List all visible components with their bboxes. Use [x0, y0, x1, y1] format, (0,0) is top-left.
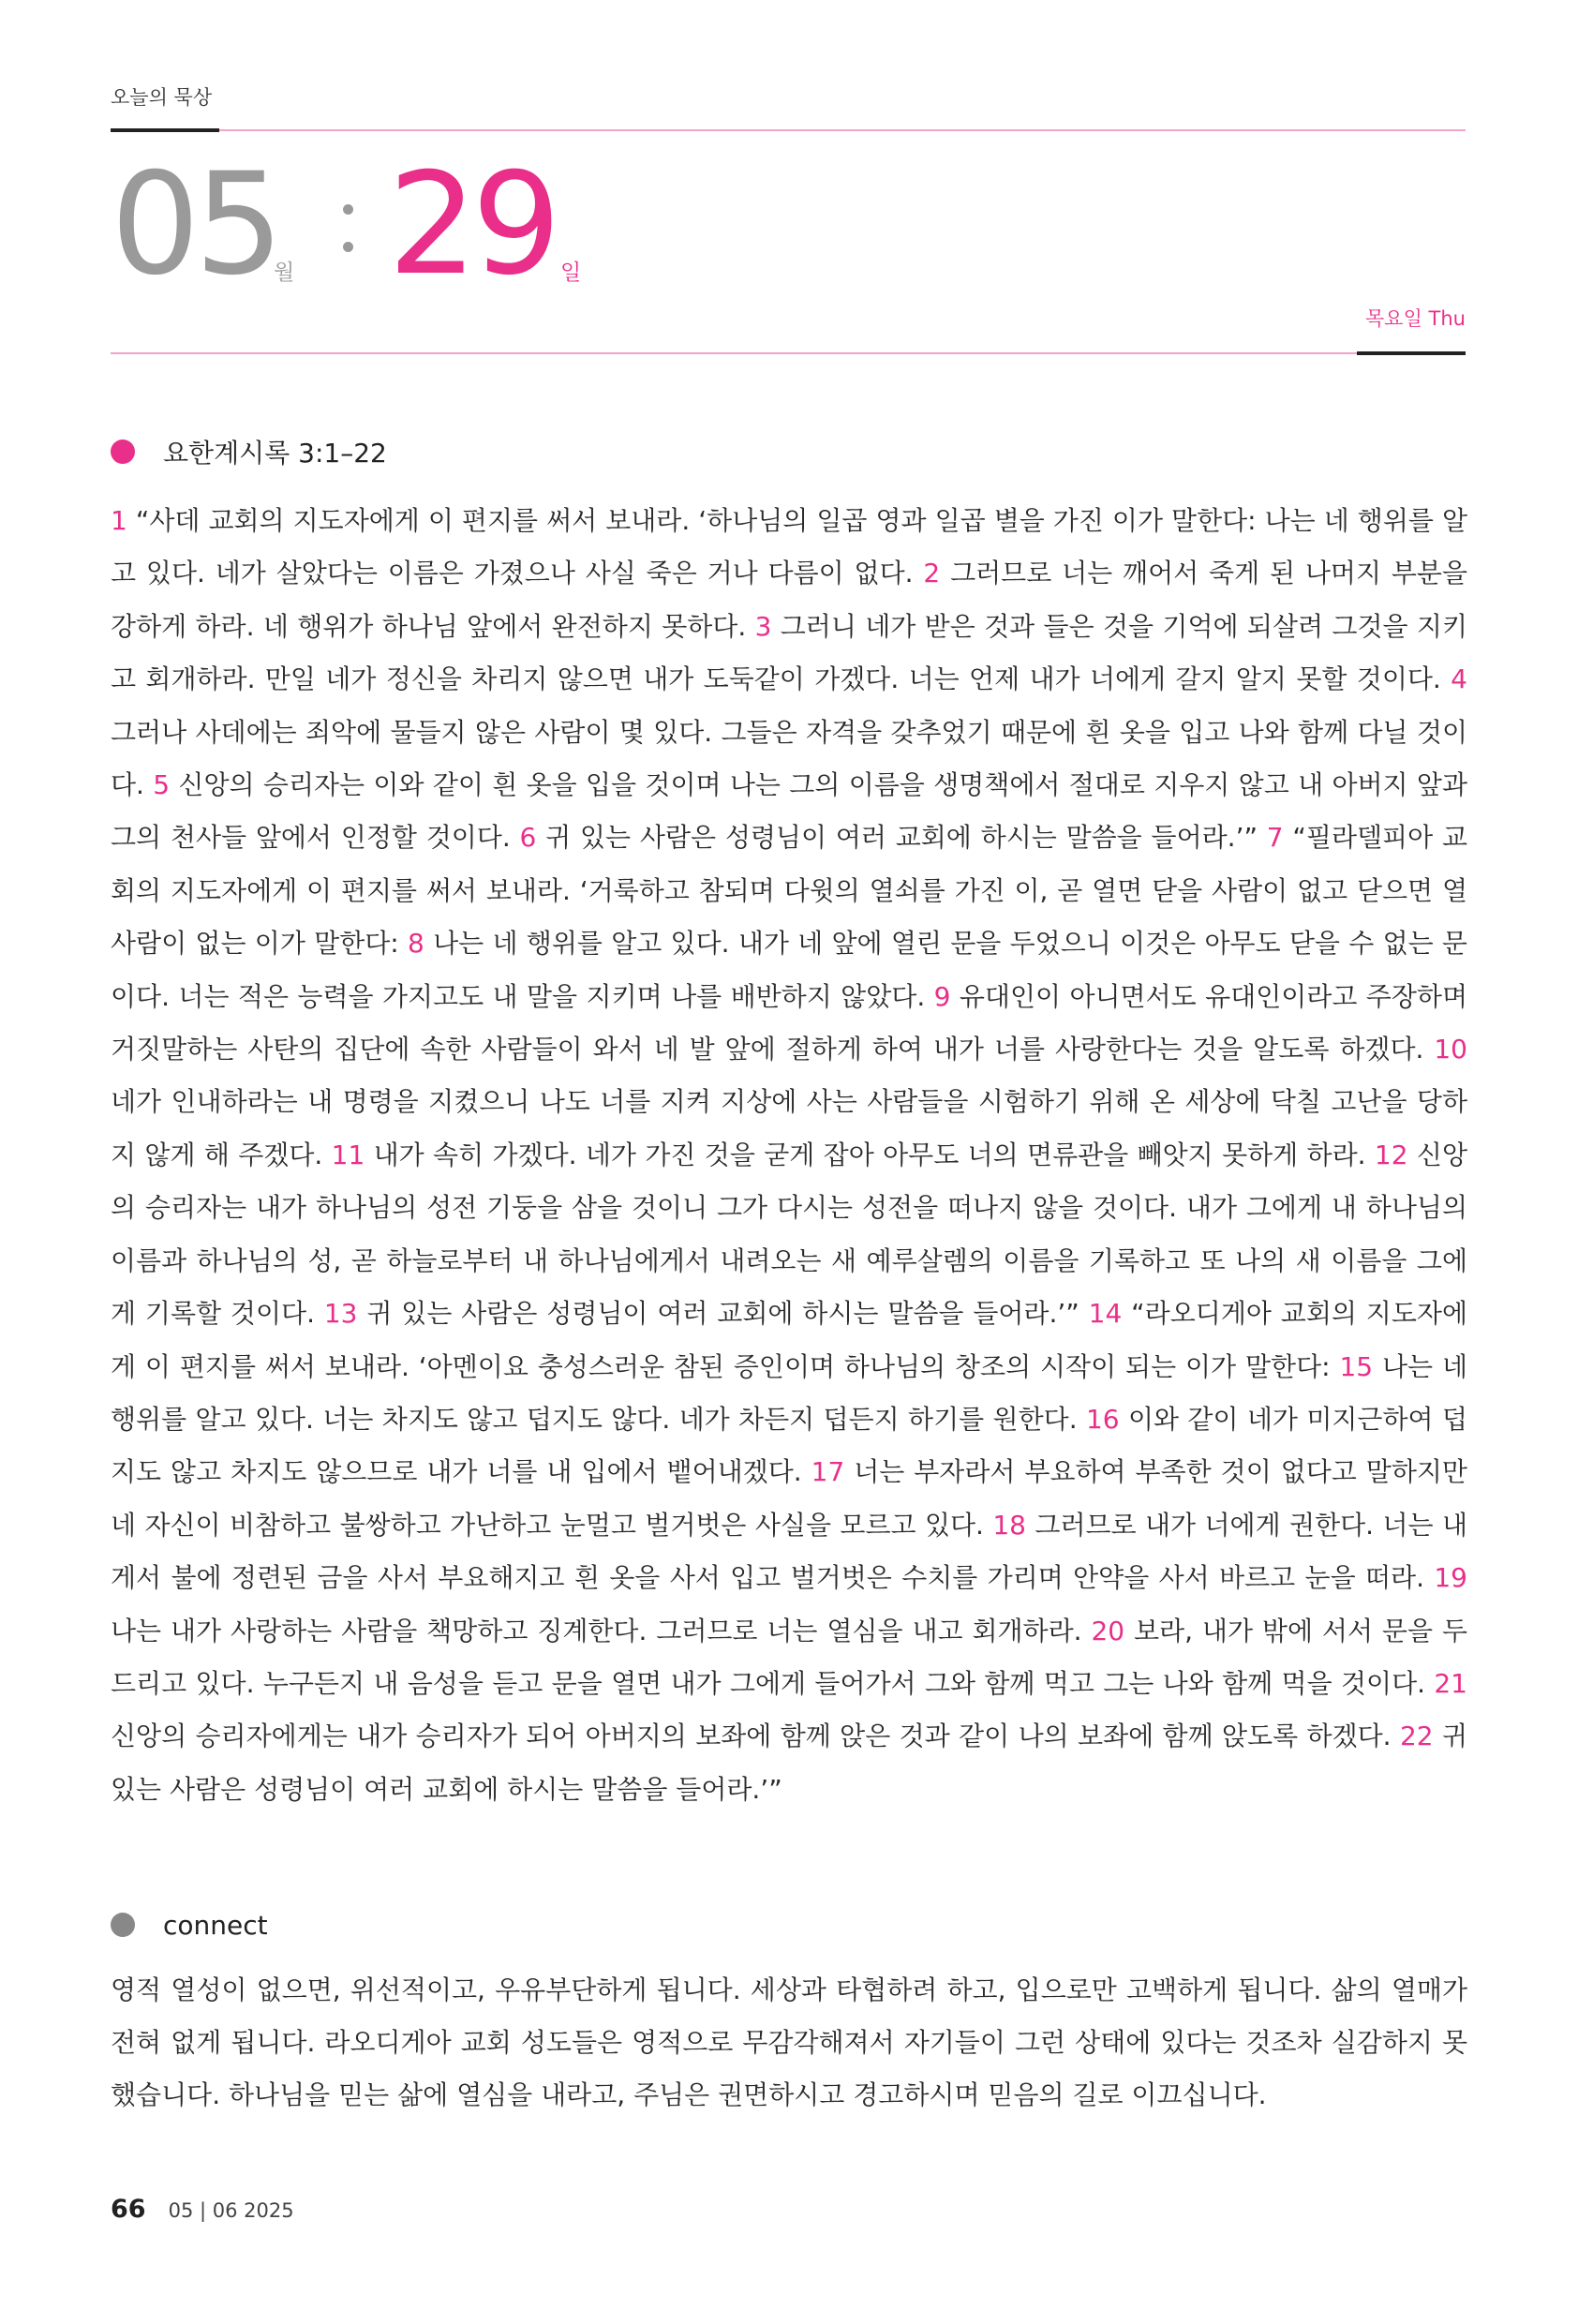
connect-section-header — [111, 1906, 268, 1944]
verse-number: 9 — [933, 980, 951, 1012]
verse-text: 귀 있는 사람은 성령님이 여러 교회에 하시는 말씀을 들어라.’” — [357, 1298, 1089, 1330]
verse-text: 신앙의 승리자는 내가 하나님의 성전 기둥을 삼을 것이니 그가 다시는 성전을 떠나지 않을 것이다. 내가 그에게 내 하나님의 이름과 하나님의 성, 곧 하늘로부터 내 하나님에게서 내려오는 새 예루살렘의 이름을 기록하고 또 나의 새 이름을 그에게 기록할 것이다. — [111, 1139, 1467, 1330]
verse-number: 7 — [1266, 822, 1284, 854]
verse-number: 11 — [331, 1139, 365, 1170]
connect-text: 영적 열성이 없으면, 위선적이고, 우유부단하게 됩니다. 세상과 타협하려 하고, 입으로만 고백하게 됩니다. 삶의 열매가 전혀 없게 됩니다. 라오디게아 교회 성도들은 영적으로 무감각해져서 자기들이 그런 상태에 있다는 것조차 실감하지 못했습니다. 하나님을 믿는 삶에 열심을 내라고, 주님은 권면하시고 경고하시며 믿음의 길로 이끄십니다. — [111, 1974, 1467, 2110]
verse-number: 10 — [1434, 1034, 1467, 1065]
bible-reference: 요한계시록 3:1–22 — [163, 438, 387, 469]
date-colon — [343, 150, 354, 300]
verse-text: “라오디게아 교회의 지도자에게 이 편지를 써서 보내라. ‘아멘이요 충성스러운 참된 증인이며 하나님의 창조의 시작이 되는 이가 말한다: — [111, 1298, 1467, 1382]
verse-number: 20 — [1091, 1615, 1125, 1646]
verse-number: 5 — [153, 769, 171, 801]
date-day-unit: 일 — [560, 261, 582, 285]
bible-section-header — [111, 433, 387, 470]
verse-number: 4 — [1451, 663, 1467, 695]
verse-number: 16 — [1085, 1403, 1120, 1435]
verse-text: 신앙의 승리자는 이와 같이 흰 옷을 입을 것이며 나는 그의 이름을 생명책에서 절대로 지우지 않고 내 아버지 앞과 그의 천사들 앞에서 인정할 것이다. — [111, 769, 1468, 854]
verse-number: 3 — [754, 610, 772, 642]
verse-number: 17 — [811, 1456, 845, 1488]
top-rule-accent — [111, 128, 219, 132]
top-rule — [111, 129, 1466, 131]
verse-number: 13 — [323, 1298, 358, 1330]
header-label: 오늘의 묵상 — [111, 86, 213, 109]
date-display — [111, 143, 767, 306]
date-day: 29 — [388, 143, 556, 306]
verse-number: 12 — [1374, 1139, 1408, 1170]
verse-text: 그러니 네가 받은 것과 들은 것을 기억에 되살려 그것을 지키고 회개하라. 만일 네가 정신을 차리지 않으면 내가 도둑같이 가겠다. 너는 언제 내가 너에게 갈지 알지 못할 것이다. — [111, 610, 1467, 695]
weekday-label: 목요일 Thu — [1365, 307, 1466, 330]
colon-dot-top — [343, 204, 353, 215]
page-number: 66 — [111, 2195, 146, 2224]
verse-number: 2 — [923, 558, 941, 589]
verse-text: 너는 부자라서 부요하여 부족한 것이 없다고 말하지만 네 자신이 비참하고 불쌍하고 가난하고 눈멀고 벌거벗은 사실을 모르고 있다. — [111, 1456, 1467, 1541]
verse-text: 귀 있는 사람은 성령님이 여러 교회에 하시는 말씀을 들어라.’” — [111, 1721, 1467, 1805]
colon-dot-bottom — [343, 242, 353, 252]
date-month: 05 — [111, 143, 278, 306]
bullet-dot-icon — [111, 1913, 135, 1937]
middle-rule — [111, 352, 1466, 354]
verse-number: 21 — [1434, 1667, 1467, 1699]
verse-number: 1 — [111, 505, 127, 536]
page-footer — [111, 2195, 294, 2224]
verse-text: 그러나 사데에는 죄악에 물들지 않은 사람이 몇 있다. 그들은 자격을 갖추었기 때문에 흰 옷을 입고 나와 함께 다닐 것이다. — [111, 716, 1467, 801]
verse-text: “필라델피아 교회의 지도자에게 이 편지를 써서 보내라. ‘거룩하고 참되며 다윗의 열쇠를 가진 이, 곧 열면 닫을 사람이 없고 닫으면 열 사람이 없는 이가 말한다: — [111, 822, 1467, 960]
verse-number: 8 — [408, 928, 424, 960]
issue-date: 05 | 06 2025 — [168, 2199, 294, 2222]
verse-text: 귀 있는 사람은 성령님이 여러 교회에 하시는 말씀을 들어라.’” — [536, 822, 1267, 854]
verse-text: 보라, 내가 밖에 서서 문을 두드리고 있다. 누구든지 내 음성을 듣고 문을 열면 내가 그에게 들어가서 그와 함께 먹고 그는 나와 함께 먹을 것이다. — [111, 1615, 1467, 1699]
verse-number: 19 — [1434, 1562, 1467, 1594]
verse-number: 15 — [1339, 1350, 1374, 1382]
verse-text: 신앙의 승리자에게는 내가 승리자가 되어 아버지의 보좌에 함께 앉은 것과 같이 나의 보좌에 함께 앉도록 하겠다. — [111, 1721, 1400, 1752]
verse-text: 그러므로 너는 깨어서 죽게 된 나머지 부분을 강하게 하라. 네 행위가 하나님 앞에서 완전하지 못하다. — [111, 558, 1467, 642]
verse-text: 그러므로 내가 너에게 권한다. 너는 내게서 불에 정련된 금을 사서 부요해지고 흰 옷을 사서 입고 벌거벗은 수치를 가리며 안약을 사서 바르고 눈을 떠라. — [111, 1509, 1467, 1594]
verse-text: 나는 네 행위를 알고 있다. 너는 차지도 않고 덥지도 않다. 네가 차든지 덥든지 하기를 원한다. — [111, 1350, 1467, 1435]
scripture-text — [111, 495, 1467, 1816]
verse-text: “사데 교회의 지도자에게 이 편지를 써서 보내라. ‘하나님의 일곱 영과 일곱 별을 가진 이가 말한다: 나는 네 행위를 알고 있다. 네가 살았다는 이름은 가졌으나 사실 죽은 거나 다름이 없다. — [111, 505, 1467, 589]
verse-number: 22 — [1399, 1721, 1434, 1752]
verse-text: 나는 내가 사랑하는 사람을 책망하고 징계한다. 그러므로 너는 열심을 내고 회개하라. — [111, 1615, 1092, 1646]
verse-number: 6 — [519, 822, 537, 854]
verse-text: 유대인이 아니면서도 유대인이라고 주장하며 거짓말하는 사탄의 집단에 속한 사람들이 와서 네 발 앞에 절하게 하여 내가 너를 사랑한다는 것을 알도록 하겠다. — [111, 980, 1467, 1065]
verse-number: 18 — [992, 1509, 1026, 1541]
verse-text: 네가 인내하라는 내 명령을 지켰으니 나도 너를 지켜 지상에 사는 사람들을 시험하기 위해 온 세상에 닥칠 고난을 당하지 않게 해 주겠다. — [111, 1086, 1467, 1170]
verse-text: 이와 같이 네가 미지근하여 덥지도 않고 차지도 않으므로 내가 너를 내 입에서 뱉어내겠다. — [111, 1403, 1467, 1488]
verse-text: 나는 네 행위를 알고 있다. 내가 네 앞에 열린 문을 두었으니 이것은 아무도 닫을 수 없는 문이다. 너는 적은 능력을 가지고도 내 말을 지키며 나를 배반하지 않았다. — [111, 928, 1467, 1012]
connect-title: connect — [163, 1909, 268, 1941]
verse-text: 내가 속히 가겠다. 네가 가진 것을 굳게 잡아 아무도 너의 면류관을 빼앗지 못하게 하라. — [365, 1139, 1375, 1170]
date-month-unit: 월 — [274, 261, 295, 285]
middle-rule-accent — [1357, 351, 1466, 355]
bullet-dot-icon — [111, 439, 135, 464]
verse-number: 14 — [1088, 1298, 1123, 1330]
